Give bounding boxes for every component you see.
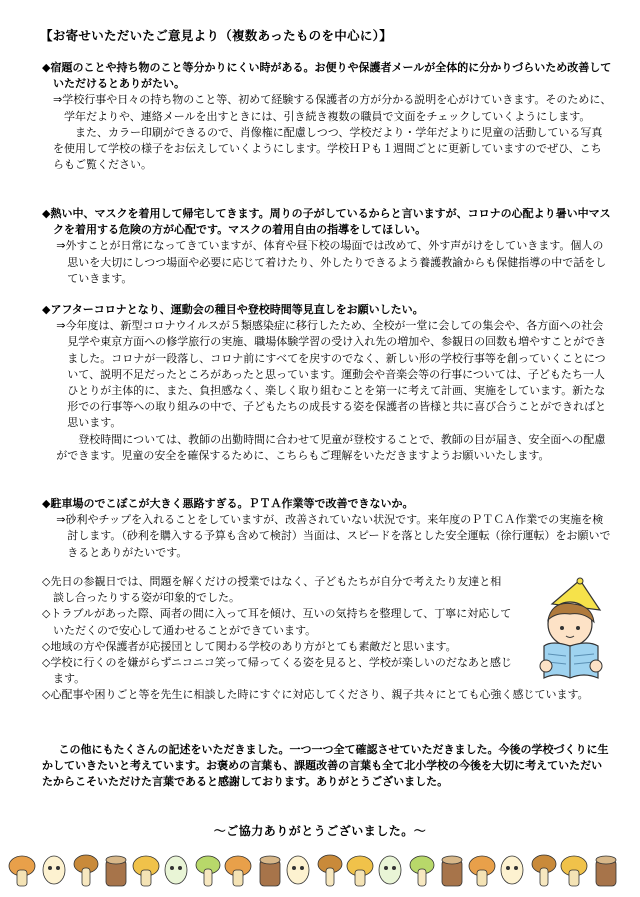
- mushroom-border-icon: [9, 855, 616, 886]
- decorative-border: [8, 850, 632, 890]
- feedback-answer: ⇒今年度は、新型コロナウイルスが５類感染症に移行したため、全校が一堂に会しての集会や、各方面への社会見学や東京方面への修学旅行の実施、職場体験学習の受け入れ先の増加や、参観日の回数も増やすことができました。コロナが一段落し、コロナ前にすべてを戻すのでなく、新しい形の学校行事等を創っていくことについて、説明不足だったところがあったと思っています。運動会や音楽会等の行事については、子どもたち一人ひとりが主体的に、また、負担感なく、楽しく取り組むことを第一に考えて計画、実施をしています。新たな形での行事等への取り組みの中で、子どもたちの成長する姿を保護者の皆様と共に喜び合うことができればと思います。: [56, 319, 607, 430]
- comment-item: ◇地域の方や保護者が応援団として関わる学校のあり方がとても素敵だと思います。: [42, 639, 457, 653]
- feedback-question: ◆熱い中、マスクを着用して帰宅してきます。周りの子がしているからと言いますが、コロナの心配より暑い中マスクを着用する危険の方が心配です。マスクの着用自由の指導をしてほしい。: [42, 207, 611, 237]
- closing-message: この他にもたくさんの記述をいただきました。一つ一つ全て確認させていただきました。今後の学校づくりに生かしていきたいと考えています。お褒めの言葉も、課題改善の言葉も全て北小学校の今後を大切に考えていただいたからこそいただけた言葉であると感謝しております。ありがとうございました。: [42, 743, 609, 789]
- feedback-answer: ⇒砂利やチップを入れることをしていますが、改善されていない状況です。来年度のＰＴＣＡ作業での実施を検討します。（砂利を購入する予算も含めて検討）当面は、スピードを落とした安全運転（徐行運転）をお願いできるとありがたいです。: [56, 513, 611, 559]
- thanks-message: ～ご協力ありがとうございました。～: [213, 824, 427, 838]
- feedback-answer: ⇒外すことが日常になってきていますが、体育や昼下校の場面では改めて、外す声がけをしていきます。個人の思いを大切にしつつ場面や必要に応じて着けたり、外したりできるよう養護教諭からも保健指導の中で話をしていきます。: [56, 239, 607, 285]
- feedback-question: ◆アフターコロナとなり、運動会の種目や登校時間等見直しをお願いしたい。: [42, 303, 424, 316]
- comment-item: ◇先日の参観日では、問題を解くだけの授業ではなく、子どもたちが自分で考えたり友達と相談し合ったりする姿が印象的でした。: [42, 575, 502, 605]
- child-reading-illustration: [522, 574, 618, 694]
- feedback-answer-continued: また、カラー印刷ができるので、肖像権に配慮しつつ、学校だより・学年だよりに児童の活動している写真を使用して学校の様子をお伝えしていくようにします。学校ＨＰも１週間ごとに更新していますのでぜひ、こちらもご覧ください。: [53, 125, 603, 172]
- positive-comments: [42, 574, 589, 704]
- feedback-item: [42, 496, 612, 561]
- section-heading: 【お寄せいただいたご意見より（複数あったものを中心に）】: [40, 28, 393, 43]
- feedback-item: [42, 60, 612, 173]
- comment-item: ◇トラブルがあった際、両者の間に入って耳を傾け、互いの気持ちを整理して、丁寧に対応していただくので安心して通わせることができています。: [42, 607, 512, 637]
- feedback-item: [42, 206, 612, 287]
- feedback-answer-continued: 登校時間については、教師の出勤時間に合わせて児童が登校することで、教師の目が届き、安全面への配慮ができます。児童の安全を確保するために、こちらもご理解をいただきますようお願いいたします。: [56, 432, 606, 462]
- feedback-question: ◆宿題のことや持ち物のこと等分かりにくい時がある。お便りや保護者メールが全体的に分かりづらいため改善していただけるとありがたい。: [42, 61, 612, 91]
- comment-item: ◇心配事や困りごと等を先生に相談した時にすぐに対応してくださり、親子共々にとても心強く感じています。: [42, 688, 589, 702]
- feedback-answer: ⇒学校行事や日々の持ち物のこと等、初めて経験する保護者の方が分かる説明を心がけていきます。そのために、学年だよりや、連絡メールを出すときには、引き続き複数の職員で文面をチェックしていくようにします。: [53, 93, 612, 123]
- feedback-item: [42, 302, 612, 464]
- feedback-question: ◆駐車場のでこぼこが大きく悪路すぎる。ＰＴＡ作業等で改善できないか。: [42, 497, 414, 510]
- comment-item: ◇学校に行くのを嫌がらずニコニコ笑って帰ってくる姿を見ると、学校が楽しいのだなあと感じます。: [42, 656, 512, 686]
